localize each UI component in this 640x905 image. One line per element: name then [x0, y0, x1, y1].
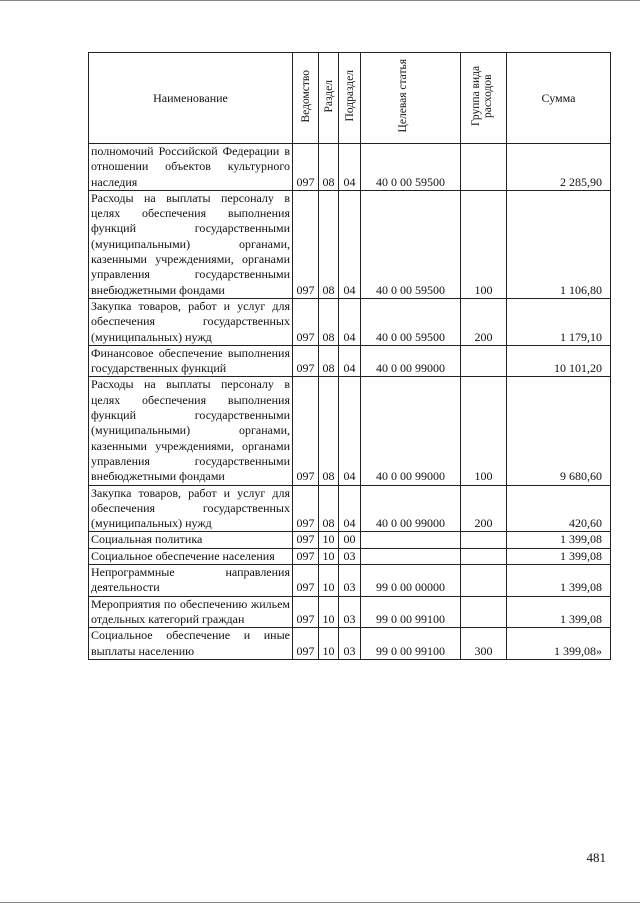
row-sum: 1 399,08	[507, 596, 611, 628]
table-row	[89, 298, 611, 345]
row-section: 08	[319, 144, 339, 191]
row-target: 40 0 00 59500	[361, 190, 461, 298]
row-name: Непрограммные направления деятельности	[89, 565, 293, 597]
row-subsection: 00	[339, 532, 361, 548]
row-section: 10	[319, 548, 339, 564]
row-name: Социальное обеспечение и иные выплаты населению	[89, 628, 293, 660]
table-row	[89, 190, 611, 298]
table-row	[89, 532, 611, 548]
row-dept: 097	[293, 144, 319, 191]
row-dept: 097	[293, 377, 319, 485]
row-subsection: 04	[339, 377, 361, 485]
table-row	[89, 565, 611, 597]
table-row	[89, 548, 611, 564]
row-sum: 1 399,08	[507, 548, 611, 564]
row-subsection: 03	[339, 548, 361, 564]
table-body	[89, 144, 611, 660]
row-group	[461, 345, 507, 377]
row-section: 08	[319, 190, 339, 298]
row-subsection: 03	[339, 628, 361, 660]
row-dept: 097	[293, 345, 319, 377]
budget-table	[88, 52, 611, 660]
row-section: 10	[319, 596, 339, 628]
row-section: 08	[319, 377, 339, 485]
row-dept: 097	[293, 190, 319, 298]
header-target: Целевая статья	[361, 53, 461, 144]
row-dept: 097	[293, 565, 319, 597]
row-subsection: 03	[339, 565, 361, 597]
row-subsection: 04	[339, 190, 361, 298]
row-section: 10	[319, 532, 339, 548]
table-row	[89, 485, 611, 532]
header-group: Группа вида расходов	[461, 53, 507, 144]
row-subsection: 04	[339, 144, 361, 191]
row-dept: 097	[293, 596, 319, 628]
row-group: 100	[461, 377, 507, 485]
row-dept: 097	[293, 298, 319, 345]
table-row	[89, 628, 611, 660]
row-sum: 1 106,80	[507, 190, 611, 298]
row-dept: 097	[293, 548, 319, 564]
header-sum: Сумма	[507, 53, 611, 144]
row-target: 40 0 00 99000	[361, 345, 461, 377]
row-sum: 10 101,20	[507, 345, 611, 377]
row-section: 10	[319, 565, 339, 597]
row-group: 200	[461, 485, 507, 532]
table-row	[89, 596, 611, 628]
row-group: 300	[461, 628, 507, 660]
header-section: Раздел	[319, 53, 339, 144]
row-section: 08	[319, 345, 339, 377]
table-row	[89, 144, 611, 191]
row-target	[361, 548, 461, 564]
row-sum: 2 285,90	[507, 144, 611, 191]
row-name: Расходы на выплаты персоналу в целях обеспечения выполнения функций государственными (муниципальными) органами, казенными учреждениями, органами управления государственными внебюджетными фондами	[89, 190, 293, 298]
row-sum: 1 399,08	[507, 565, 611, 597]
row-name: Финансовое обеспечение выполнения государственных функций	[89, 345, 293, 377]
row-dept: 097	[293, 532, 319, 548]
row-target: 40 0 00 59500	[361, 298, 461, 345]
header-dept: Ведомство	[293, 53, 319, 144]
row-name: Закупка товаров, работ и услуг для обеспечения государственных (муниципальных) нужд	[89, 485, 293, 532]
header-subsection: Подраздел	[339, 53, 361, 144]
row-sum: 420,60	[507, 485, 611, 532]
table-row	[89, 377, 611, 485]
row-dept: 097	[293, 485, 319, 532]
row-group: 200	[461, 298, 507, 345]
row-section: 10	[319, 628, 339, 660]
row-subsection: 04	[339, 298, 361, 345]
row-target: 40 0 00 59500	[361, 144, 461, 191]
row-target: 40 0 00 99000	[361, 377, 461, 485]
row-group	[461, 532, 507, 548]
row-subsection: 04	[339, 485, 361, 532]
row-group	[461, 144, 507, 191]
row-sum: 1 179,10	[507, 298, 611, 345]
row-group	[461, 596, 507, 628]
budget-table-container	[88, 52, 610, 660]
row-target	[361, 532, 461, 548]
row-target: 99 0 00 00000	[361, 565, 461, 597]
row-name: Социальное обеспечение населения	[89, 548, 293, 564]
row-group	[461, 565, 507, 597]
row-name: Закупка товаров, работ и услуг для обеспечения государственных (муниципальных) нужд	[89, 298, 293, 345]
row-sum: 9 680,60	[507, 377, 611, 485]
row-group: 100	[461, 190, 507, 298]
row-target: 99 0 00 99100	[361, 596, 461, 628]
row-sum: 1 399,08»	[507, 628, 611, 660]
row-section: 08	[319, 298, 339, 345]
row-target: 40 0 00 99000	[361, 485, 461, 532]
table-header-row	[89, 53, 611, 144]
row-subsection: 04	[339, 345, 361, 377]
row-name: Мероприятия по обеспечению жильем отдельных категорий граждан	[89, 596, 293, 628]
row-section: 08	[319, 485, 339, 532]
page-number: 481	[586, 850, 606, 865]
header-name: Наименование	[89, 53, 293, 144]
row-name: полномочий Российской Федерации в отношении объектов культурного наследия	[89, 144, 293, 191]
table-row	[89, 345, 611, 377]
row-target: 99 0 00 99100	[361, 628, 461, 660]
row-name: Расходы на выплаты персоналу в целях обеспечения выполнения функций государственными (муниципальными) органами, казенными учреждениями, органами управления государственными внебюджетными фондами	[89, 377, 293, 485]
row-subsection: 03	[339, 596, 361, 628]
row-name: Социальная политика	[89, 532, 293, 548]
row-dept: 097	[293, 628, 319, 660]
row-sum: 1 399,08	[507, 532, 611, 548]
row-group	[461, 548, 507, 564]
